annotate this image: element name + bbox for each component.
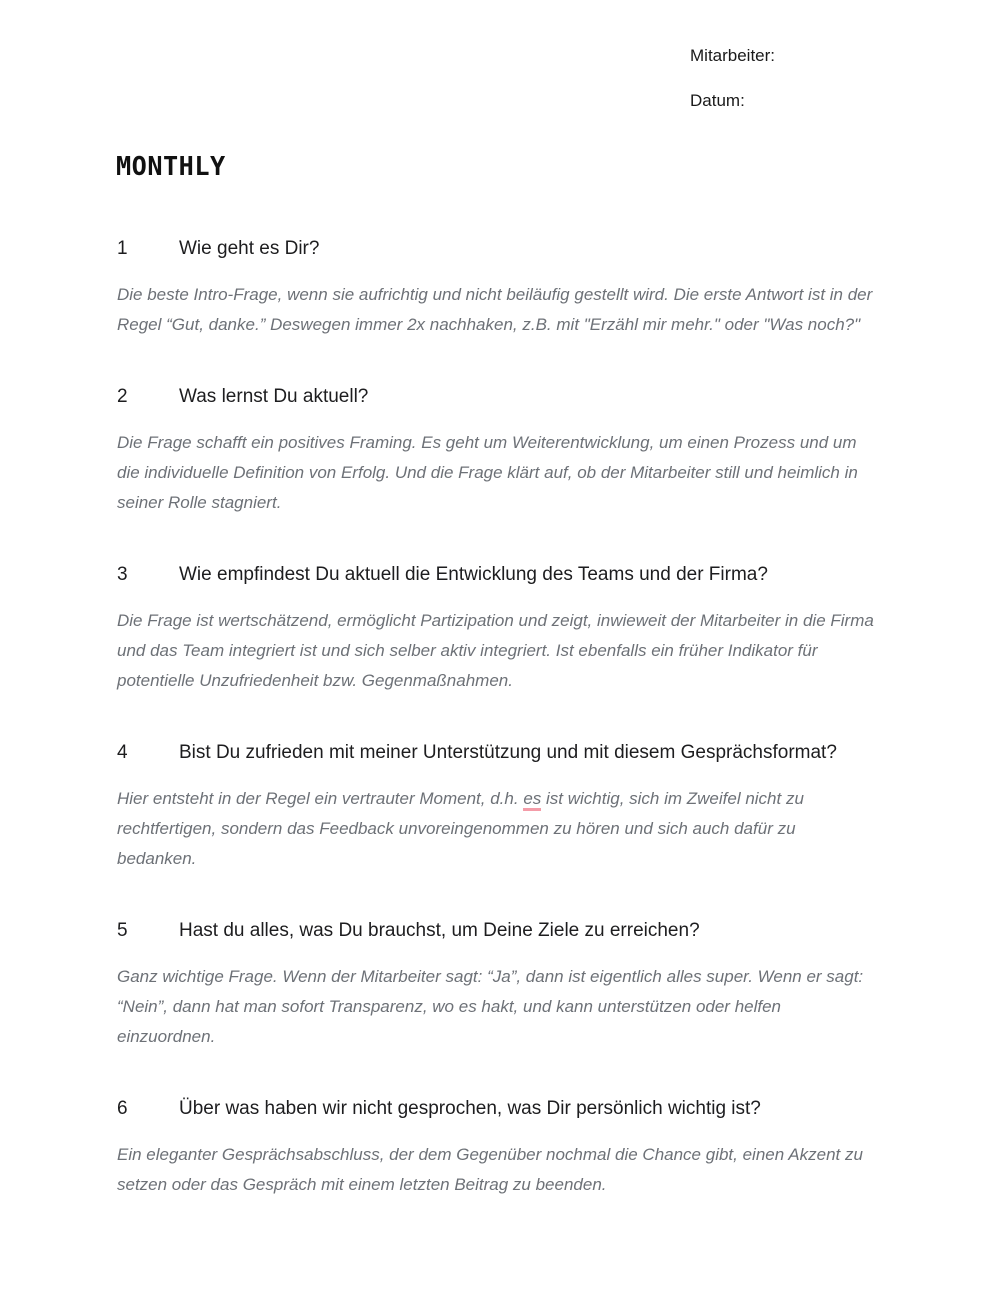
question-note: Die Frage schafft ein positives Framing. Es geht um Weiterentwicklung, um einen Prozess und um die individuelle Definition von Erfolg. Und die Frage klärt auf, ob der Mitarbeiter still und heimlich in seiner Rolle stagniert.: [117, 433, 858, 512]
question-number: 4: [117, 742, 128, 763]
question-text: Wie empfindest Du aktuell die Entwicklung des Teams und der Firma?: [179, 564, 768, 585]
question-text: Hast du alles, was Du brauchst, um Deine Ziele zu erreichen?: [179, 920, 700, 941]
question-section-1: [117, 236, 875, 340]
question-number: 1: [117, 238, 128, 259]
question-row: [117, 384, 875, 409]
question-section-2: [117, 384, 875, 518]
question-note: [117, 784, 875, 874]
question-row: [117, 1096, 875, 1121]
question-section-6: [117, 1096, 875, 1200]
question-number: 3: [117, 564, 128, 585]
question-section-5: [117, 918, 875, 1052]
header-meta: [690, 46, 775, 111]
page-title: MONTHLY: [116, 152, 226, 182]
note-segment: Hier entsteht in der Regel ein vertrauter Moment, d.h.: [117, 789, 524, 808]
question-note: Die beste Intro-Frage, wenn sie aufrichtig und nicht beiläufig gestellt wird. Die erste Antwort ist in der Regel “Gut, danke.” Deswegen immer 2x nachhaken, z.B. mit "Erzähl mir mehr." oder "Was noch?": [117, 285, 873, 334]
question-number: 5: [117, 920, 128, 941]
note-segment: ist wichtig, sich im Zweifel nicht zu rechtfertigen, sondern das Feedback unvoreingenommen zu hören und sich auch dafür zu bedanken.: [117, 789, 804, 868]
question-row: [117, 918, 875, 943]
question-text: Über was haben wir nicht gesprochen, was Dir persönlich wichtig ist?: [179, 1098, 761, 1119]
question-note: Ganz wichtige Frage. Wenn der Mitarbeiter sagt: “Ja”, dann ist eigentlich alles super. Wenn er sagt: “Nein”, dann hat man sofort Transparenz, wo es hakt, und kann unterstützen oder helfen einzuordnen.: [117, 967, 864, 1046]
question-row: [117, 740, 875, 765]
note-underlined-word: es: [523, 789, 541, 811]
date-label: Datum:: [690, 91, 745, 110]
question-row: [117, 562, 875, 587]
question-list: [117, 236, 875, 1244]
question-row: [117, 236, 875, 261]
question-text: Bist Du zufrieden mit meiner Unterstützung und mit diesem Gesprächsformat?: [179, 742, 837, 763]
question-number: 6: [117, 1098, 128, 1119]
question-section-4: [117, 740, 875, 874]
question-section-3: [117, 562, 875, 696]
question-number: 2: [117, 386, 128, 407]
question-note: Ein eleganter Gesprächsabschluss, der dem Gegenüber nochmal die Chance gibt, einen Akzent zu setzen oder das Gespräch mit einem letzten Beitrag zu beenden.: [117, 1145, 863, 1194]
question-note: Die Frage ist wertschätzend, ermöglicht Partizipation und zeigt, inwieweit der Mitarbeiter in die Firma und das Team integriert ist und sich selber aktiv integriert. Ist ebenfalls ein früher Indikator für potentielle Unzufriedenheit bzw. Gegenmaßnahmen.: [117, 611, 874, 690]
question-text: Wie geht es Dir?: [179, 238, 320, 259]
employee-label: Mitarbeiter:: [690, 46, 776, 65]
question-text: Was lernst Du aktuell?: [179, 386, 369, 407]
